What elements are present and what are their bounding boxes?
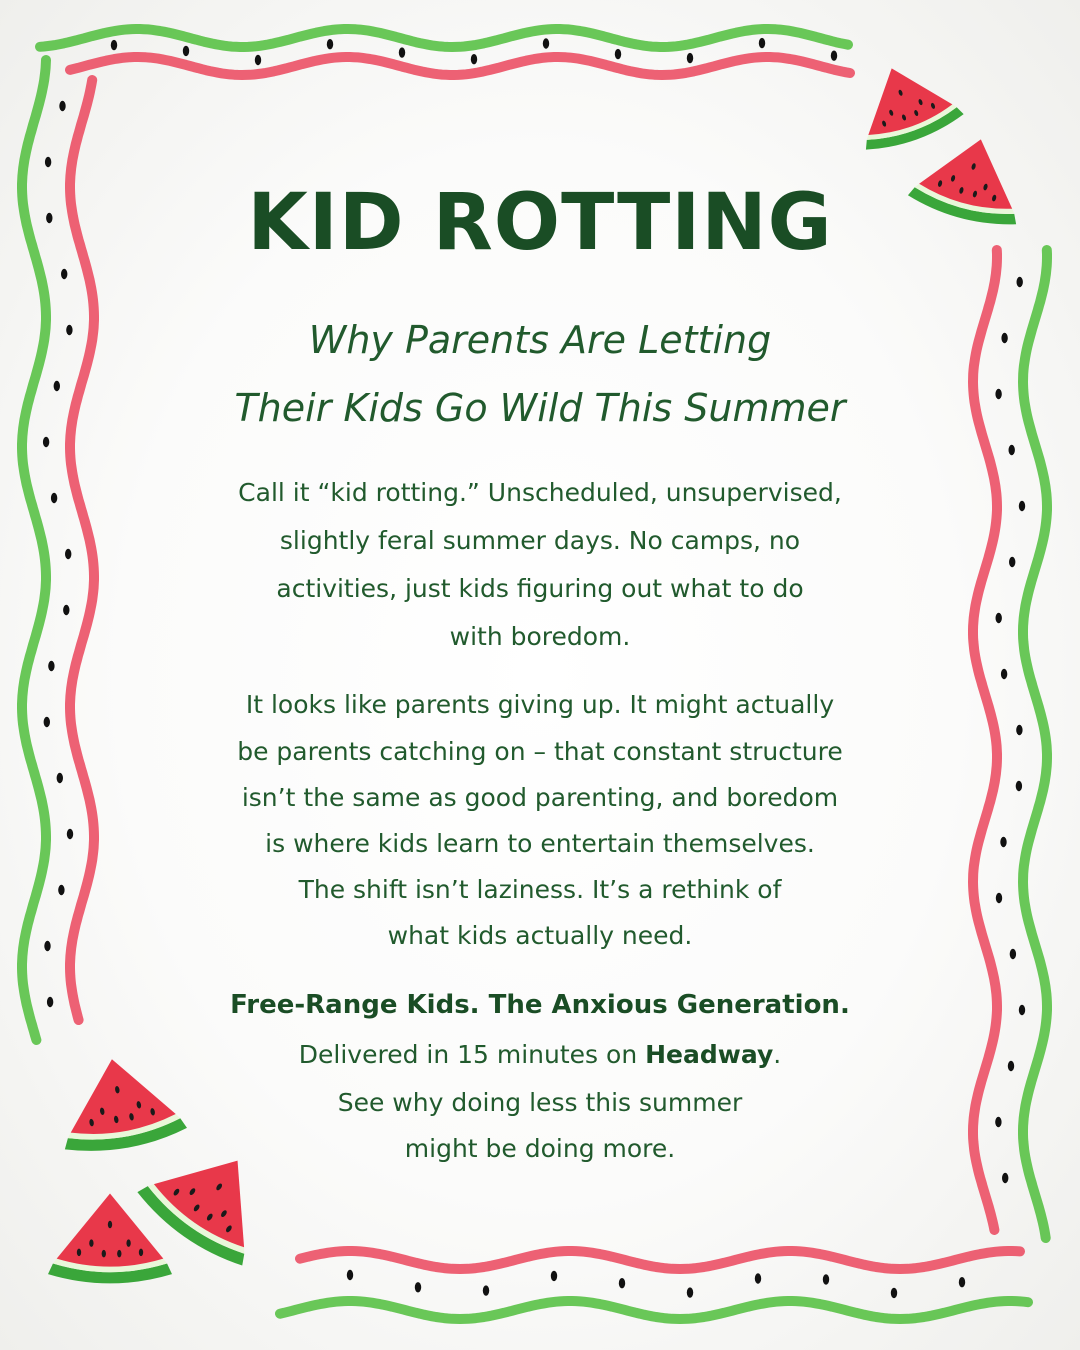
seed-icon — [111, 40, 117, 50]
delivery-suffix: . — [773, 1040, 782, 1069]
seed-icon — [45, 157, 51, 167]
seed-icon — [255, 55, 261, 65]
paragraph-2-line: It looks like parents giving up. It might actually — [245, 690, 835, 719]
border-top-green — [40, 29, 848, 47]
seed-icon — [1002, 1173, 1008, 1183]
seed-icon — [1016, 725, 1022, 735]
seed-icon — [619, 1278, 625, 1288]
seed-icon — [1009, 557, 1015, 567]
watermelon-slice-icon — [843, 51, 967, 157]
seed-icon — [471, 54, 477, 64]
border-top-red — [70, 57, 850, 75]
seed-icon — [959, 1277, 965, 1287]
paragraph-2-line: isn’t the same as good parenting, and boredom — [241, 783, 839, 812]
seed-icon — [687, 1287, 693, 1297]
seed-icon — [543, 38, 549, 48]
seed-icon — [759, 38, 765, 48]
page-title: KID ROTTING — [247, 178, 833, 268]
seed-icon — [615, 49, 621, 59]
seed-icon — [63, 605, 69, 615]
seed-icon — [1010, 949, 1016, 959]
paragraph-1-line: Call it “kid rotting.” Unscheduled, unsupervised, — [238, 478, 842, 507]
seed-icon — [891, 1288, 897, 1298]
seed-icon — [483, 1285, 489, 1295]
seed-icon — [1009, 445, 1015, 455]
seed-icon — [43, 437, 49, 447]
seed-icon — [687, 53, 693, 63]
delivery-prefix: Delivered in 15 minutes on — [298, 1040, 646, 1069]
seed-icon — [327, 39, 333, 49]
seed-icon — [551, 1271, 557, 1281]
border-bottom-red — [300, 1251, 1020, 1269]
cta-line-4: might be doing more. — [404, 1134, 676, 1163]
subtitle-line-1: Why Parents Are Letting — [308, 318, 772, 362]
paragraph-2-line: is where kids learn to entertain themselves. — [265, 829, 815, 858]
seed-icon — [415, 1282, 421, 1292]
seed-icon — [183, 46, 189, 56]
paragraph-1-line: activities, just kids figuring out what to do — [276, 574, 804, 603]
book-titles: Free-Range Kids. The Anxious Generation. — [230, 990, 850, 1020]
cta-line-3: See why doing less this summer — [337, 1088, 743, 1117]
seed-icon — [399, 47, 405, 57]
paragraph-2-line: The shift isn’t laziness. It’s a rethink of — [298, 875, 782, 904]
seed-icon — [995, 1117, 1001, 1127]
border-bottom-green — [280, 1301, 1028, 1319]
seed-icon — [61, 269, 67, 279]
seed-icon — [1017, 277, 1023, 287]
seed-icon — [347, 1270, 353, 1280]
paragraph-2-line: be parents catching on – that constant structure — [237, 737, 843, 766]
seed-icon — [755, 1273, 761, 1283]
seed-icon — [831, 51, 837, 61]
subtitle-line-2: Their Kids Go Wild This Summer — [234, 386, 846, 430]
seed-icon — [823, 1274, 829, 1284]
brand-name: Headway — [645, 1040, 774, 1069]
seed-icon — [48, 661, 54, 671]
seed-icon — [1001, 669, 1007, 679]
seed-icon — [57, 773, 63, 783]
delivery-line — [0, 1040, 1080, 1069]
seed-icon — [59, 101, 65, 111]
paragraph-1-line: slightly feral summer days. No camps, no — [279, 526, 801, 555]
paragraph-2-line: what kids actually need. — [387, 921, 693, 950]
paragraph-1-line: with boredom. — [449, 622, 631, 651]
